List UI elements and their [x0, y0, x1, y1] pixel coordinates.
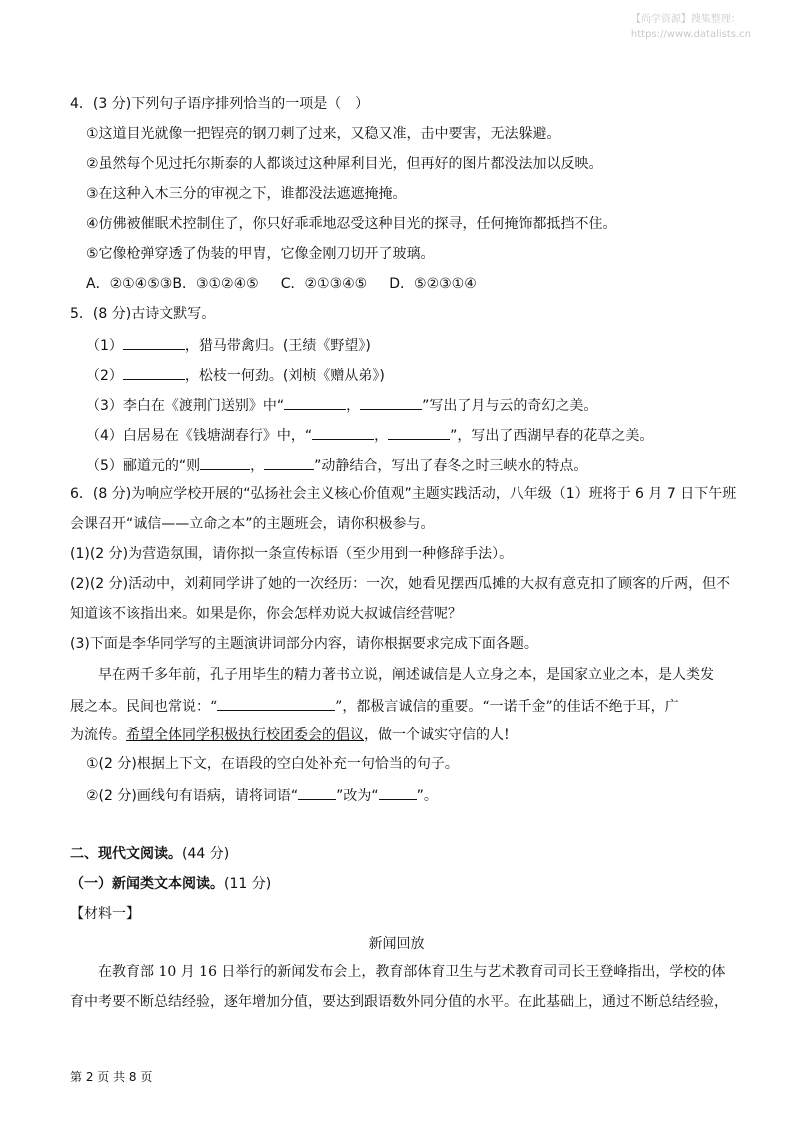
q4-stem: 4．(3 分)下列句子语序排列恰当的一项是（ ）	[70, 96, 370, 112]
watermark	[631, 12, 751, 42]
answer-blank	[264, 454, 314, 470]
q6-sub-1: ①(2 分)根据上下文，在语段的空白处补充一句恰当的句子。	[86, 756, 459, 772]
q5-line-5-tail: ”动静结合，写出了春冬之时三峡水的特点。	[314, 458, 588, 474]
q5-line-3-tail: ”写出了月与云的奇幻之美。	[422, 398, 598, 414]
subsection-heading	[70, 874, 271, 894]
page-footer: 第 2 页 共 8 页	[70, 1070, 153, 1084]
section-2-score: (44 分)	[182, 846, 230, 862]
news-title: 新闻回放	[368, 936, 425, 952]
q5-line-2	[86, 364, 385, 386]
answer-blank	[379, 784, 417, 800]
subsection-title: （一）新闻类文本阅读。	[70, 876, 224, 892]
speech-line-3-tail: ，做一个诚实守信的人!	[364, 727, 510, 743]
speech-line-3-text: 为流传。	[70, 727, 126, 743]
q6-sub-2	[86, 784, 438, 806]
news-line-2: 育中考要不断总结经验，逐年增加分值，要达到跟语数外同分值的水平。在此基础上，通过不断总结经验，	[70, 994, 728, 1010]
speech-line-1: 早在两千多年前，孔子用毕生的精力著书立说，阐述诚信是人立身之本，是国家立业之本，是人类发	[98, 667, 714, 683]
comma: ，	[250, 458, 265, 474]
q6-sub-2-text: ②(2 分)画线句有语病，请将词语“	[86, 788, 299, 804]
q4-sentence-4: ④仿佛被催眠术控制住了，你只好乖乖地忍受这种目光的探寻，任何掩饰都抵挡不住。	[86, 216, 617, 232]
q5-line-3-text: （3）李白在《渡荆门送别》中“	[86, 398, 285, 414]
section-2-title: 二、现代文阅读。	[70, 846, 182, 862]
q4-option-a: A．②①④⑤③	[86, 276, 173, 292]
subsection-score: (11 分)	[224, 876, 272, 892]
q5-line-4-text: （4）白居易在《钱塘湖春行》中，“	[86, 428, 313, 444]
q6-part-2b: 知道该不该指出来。如果是你，你会怎样劝说大叔诚信经营呢？	[70, 606, 462, 622]
q5-line-4-tail: ”，写出了西湖早春的花草之美。	[450, 428, 654, 444]
answer-blank	[388, 424, 450, 440]
q6-stem-2: 会课召开“诚信——立命之本”的主题班会，请你积极参与。	[70, 516, 435, 532]
watermark-url: https://www.datalists.cn	[630, 29, 751, 40]
speech-line-2-tail: ”，都极言诚信的重要。“一诺千金”的佳话不绝于耳，广	[335, 699, 679, 715]
q4-option-d: D．⑤②③①④	[389, 276, 477, 292]
q6-stem-1: 6．(8 分)为响应学校开展的“弘扬社会主义核心价值观”主题实践活动，八年级（1）班将于 6 月 7 日下午班	[70, 486, 737, 502]
material-label: 【材料一】	[70, 906, 140, 922]
q4-option-c: C．②①③④⑤	[280, 276, 368, 292]
speech-line-3	[70, 725, 510, 745]
q4-options	[86, 274, 477, 294]
answer-blank	[123, 334, 185, 350]
q5-stem: 5．(8 分)古诗文默写。	[70, 306, 216, 322]
q5-line-5-text: （5）郦道元的“则	[86, 458, 201, 474]
answer-blank	[312, 424, 374, 440]
answer-blank	[217, 695, 335, 711]
q4-option-b: B．③①②④⑤	[172, 276, 259, 292]
q4-sentence-5: ⑤它像枪弹穿透了伪装的甲胄，它像金刚刀切开了玻璃。	[86, 246, 435, 262]
news-line-1: 在教育部 10 月 16 日举行的新闻发布会上，教育部体育卫生与艺术教育司司长王登峰指出，学校的体	[98, 964, 726, 980]
watermark-line1: 【尚学资源】搜集整理：	[630, 14, 741, 25]
q6-sub-2-mid: ”改为“	[336, 788, 379, 804]
q5-line-2-text: ，松枝一何劲。(刘桢《赠从弟》)	[184, 368, 385, 384]
comma: ，	[374, 428, 389, 444]
q5-line-1-label: （1）	[86, 338, 123, 354]
q4-sentence-3: ③在这种入木三分的审视之下，谁都没法遮遮掩掩。	[86, 186, 407, 202]
answer-blank	[360, 394, 422, 410]
q5-line-1	[86, 334, 371, 356]
answer-blank	[284, 394, 346, 410]
answer-blank	[200, 454, 250, 470]
section-2-heading	[70, 844, 229, 864]
comma: ，	[346, 398, 361, 414]
q5-line-3	[86, 394, 597, 416]
answer-blank	[298, 784, 336, 800]
q4-sentence-2: ②虽然每个见过托尔斯泰的人都谈过这种犀利目光，但再好的图片都没法加以反映。	[86, 156, 603, 172]
underlined-sentence: 希望全体同学积极执行校团委会的倡议	[126, 727, 364, 743]
q6-sub-2-tail: ”。	[416, 788, 438, 804]
q5-line-1-text: ，猎马带禽归。(王绩《野望》)	[184, 338, 371, 354]
q5-line-4	[86, 424, 653, 446]
q5-line-2-label: （2）	[86, 368, 123, 384]
speech-line-2	[70, 695, 679, 717]
q6-part-1: (1)(2 分)为营造氛围，请你拟一条宣传标语（至少用到一种修辞手法）。	[70, 546, 514, 562]
q6-part-3: (3)下面是李华同学写的主题演讲词部分内容，请你根据要求完成下面各题。	[70, 636, 538, 652]
answer-blank	[123, 364, 185, 380]
speech-line-2-text: 展之本。民间也常说：“	[70, 699, 218, 715]
q4-sentence-1: ①这道目光就像一把锃亮的钢刀刺了过来，又稳又准，击中要害，无法躲避。	[86, 126, 561, 142]
q6-part-2a: (2)(2 分)活动中，刘莉同学讲了她的一次经历：一次，她看见摆西瓜摊的大叔有意克扣了顾客的斤两，但不	[70, 576, 731, 592]
q5-line-5	[86, 454, 587, 476]
